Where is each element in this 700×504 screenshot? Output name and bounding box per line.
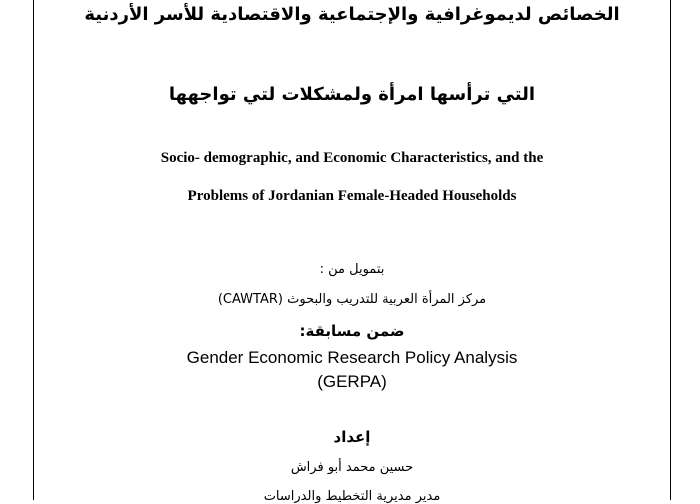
funding-label: بتمويل من : <box>319 262 385 277</box>
competition-name-line-2: (GERPA) <box>317 372 387 391</box>
author-name: حسين محمد أبو فراش <box>290 460 414 475</box>
arabic-title-line-2: التي ترأسها امرأة ولمشكلات لتي تواجهها <box>168 84 536 105</box>
english-title-line-1: Socio- demographic, and Economic Characteristics, and the <box>160 150 544 166</box>
prepared-by-label: إعداد <box>333 428 371 446</box>
document-page <box>33 0 671 504</box>
author-affiliation: مدير مديرية التخطيط والدراسات <box>263 489 441 504</box>
funder-name: مركز المرأة العربية للتدريب والبحوث (CAWTAR) <box>217 292 487 307</box>
competition-name-line-1: Gender Economic Research Policy Analysis <box>186 348 518 367</box>
english-title-line-2: Problems of Jordanian Female-Headed Households <box>187 188 517 204</box>
competition-label: ضمن مسابقة: <box>299 322 405 340</box>
arabic-title-line-1: الخصائص لديموغرافية والإجتماعية والاقتصادية للأسر الأردنية <box>84 4 620 25</box>
